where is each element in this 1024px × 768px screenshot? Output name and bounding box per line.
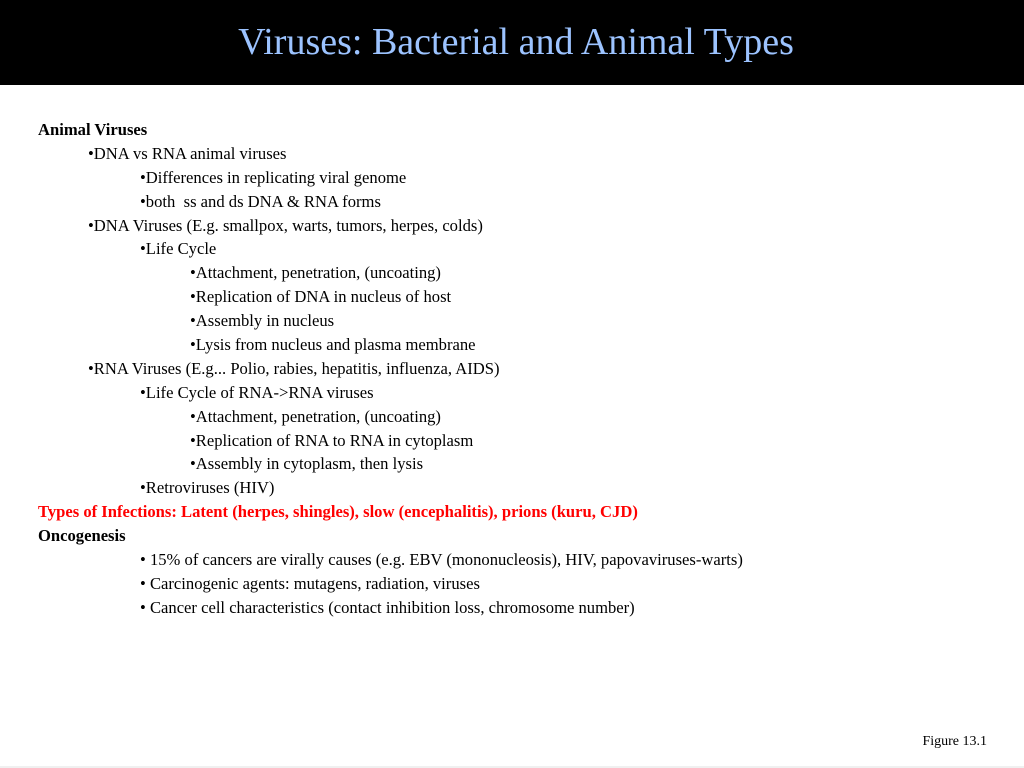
slide-title: Viruses: Bacterial and Animal Types <box>238 21 794 63</box>
section-heading: Animal Viruses <box>38 120 148 139</box>
bullet-line: • 15% of cancers are virally causes (e.g. EBV (mononucleosis), HIV, papovaviruses-warts) <box>140 550 743 570</box>
bullet-line: •Assembly in cytoplasm, then lysis <box>190 454 424 474</box>
highlight-line: Types of Infections: Latent (herpes, shingles), slow (encephalitis), prions (kuru, CJD) <box>38 502 638 522</box>
bullet-line: •RNA Viruses (E.g... Polio, rabies, hepatitis, influenza, AIDS) <box>88 358 500 378</box>
bullet-line: •Attachment, penetration, (uncoating) <box>190 406 441 426</box>
figure-caption: Figure 13.1 <box>922 734 987 749</box>
bullet-line: •Differences in replicating viral genome <box>140 167 407 187</box>
bullet-line: •Replication of RNA to RNA in cytoplasm <box>190 430 474 450</box>
section-heading: Oncogenesis <box>38 526 126 546</box>
bullet-line: •DNA Viruses (E.g. smallpox, warts, tumors, herpes, colds) <box>88 215 483 235</box>
bullet-line: •Attachment, penetration, (uncoating) <box>190 263 441 283</box>
bullet-line: •Assembly in nucleus <box>190 311 335 331</box>
bullet-line: •Replication of DNA in nucleus of host <box>190 287 452 307</box>
bullet-line: •Life Cycle of RNA->RNA viruses <box>140 382 374 402</box>
bullet-line: •Lysis from nucleus and plasma membrane <box>190 335 476 355</box>
bullet-line: •Life Cycle <box>140 239 217 259</box>
bullet-line: •both ss and ds DNA & RNA forms <box>140 191 381 211</box>
title-bar <box>0 0 1024 85</box>
bullet-line: • Cancer cell characteristics (contact inhibition loss, chromosome number) <box>140 597 635 617</box>
slide-content <box>38 118 998 620</box>
bullet-line: •Retroviruses (HIV) <box>140 478 275 498</box>
bullet-line: • Carcinogenic agents: mutagens, radiation, viruses <box>140 573 480 593</box>
bullet-line: •DNA vs RNA animal viruses <box>88 143 287 163</box>
